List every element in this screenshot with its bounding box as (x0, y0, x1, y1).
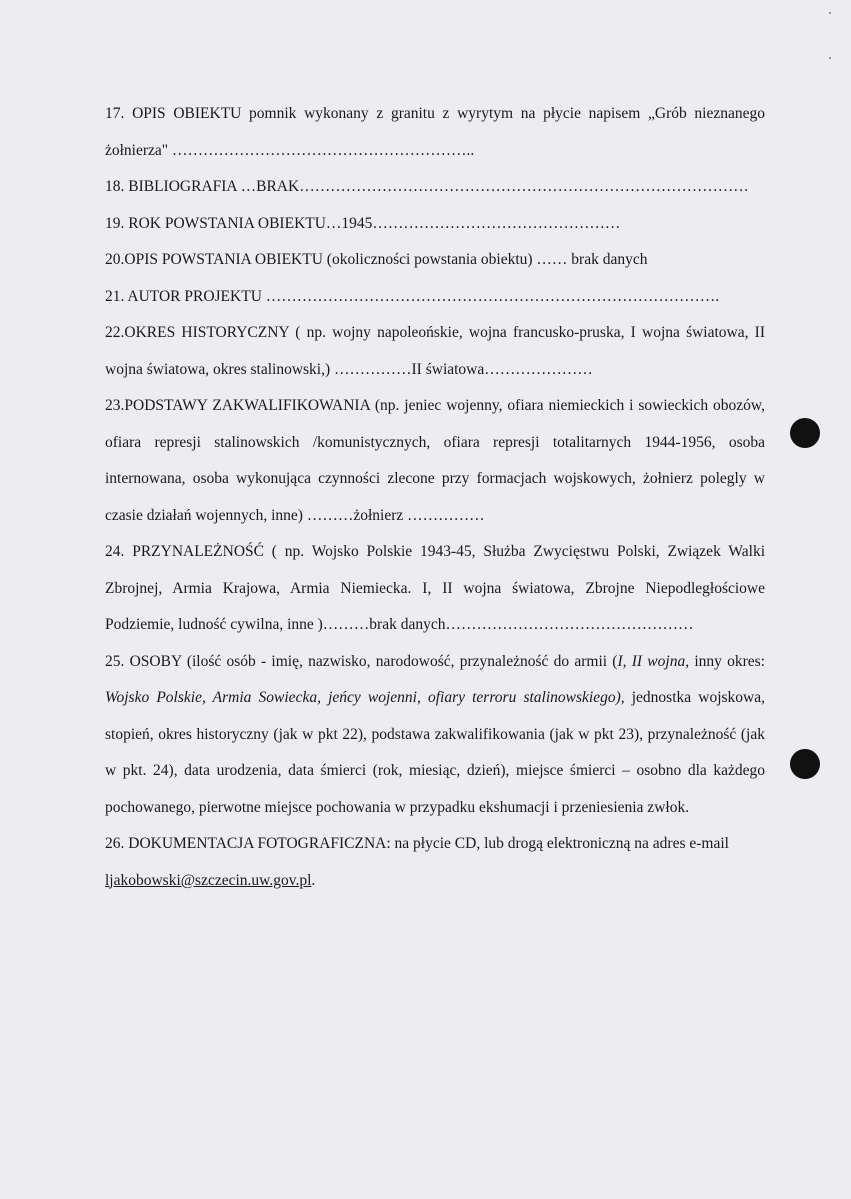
punch-hole (790, 418, 820, 448)
item-25-text: jednostka wojskowa, stopień, okres historyczny (jak w pkt 22), podstawa zakwalifikowania (jak w pkt 23), przynależność (jak w pkt. 24), data urodzenia, data śmierci (rok, miesiąc, dzień), miejsce śmierci – osobno dla każdego pochowanego, pierwotne miejsce pochowania w przypadku ekshumacji i przeniesienia zwłok. (105, 689, 766, 816)
email-line (105, 863, 765, 900)
item-18: 18. BIBLIOGRAFIA …BRAK…………………………………………………………………………… (105, 178, 749, 195)
item-19: 19. ROK POWSTANIA OBIEKTU…1945………………………………………… (105, 214, 621, 232)
item-25-italic: Wojsko Polskie, Armia Sowiecka, jeńcy wojenni, ofiary terroru stalinowskiego), (105, 689, 625, 706)
email-link[interactable]: ljakobowski@szczecin.uw.gov.pl (105, 871, 312, 889)
item-25-italic: I, II wojna, (617, 652, 690, 670)
item-22: 22.OKRES HISTORYCZNY ( np. wojny napoleońskie, wojna francusko-pruska, I wojna światowa, II wojna światowa, okres stalinowski,) ……………II światowa………………… (105, 324, 765, 378)
form-content (105, 96, 765, 899)
item-25-text: 25. OSOBY (ilość osób - imię, nazwisko, narodowość, przynależność do armii ( (105, 652, 618, 670)
item-21: 21. AUTOR PROJEKTU ……………………………………………………………………………. (105, 287, 720, 305)
item-17: 17. OPIS OBIEKTU pomnik wykonany z granitu z wyrytym na płycie napisem „Grób nieznanego żołnierza" ………………………………………………….. (105, 105, 765, 159)
item-25 (105, 644, 765, 827)
item-24: 24. PRZYNALEŻNOŚĆ ( np. Wojsko Polskie 1943-45, Służba Zwycięstwu Polski, Związek Walki Zbrojnej, Armia Krajowa, Armia Niemiecka. I, II wojna światowa, Zbrojne Niepodległościowe Podziemie, ludność cywilna, inne )………brak danych………………………………………… (105, 543, 765, 633)
scan-speck (829, 12, 831, 14)
punch-hole (790, 749, 820, 779)
item-23: 23.PODSTAWY ZAKWALIFIKOWANIA (np. jeniec wojenny, ofiara niemieckich i sowieckich obozów, ofiara represji stalinowskich /komunistycznych, ofiara represji totalitarnych 1944-1956, osoba internowana, osoba wykonująca czynności zlecone przy formacjach wojskowych, żołnierz polegly w czasie działań wojennych, inne) ………żołnierz …………… (105, 397, 765, 524)
scan-speck (829, 57, 831, 59)
item-25-text: inny okres: (689, 652, 765, 670)
email-suffix: . (311, 871, 316, 889)
item-26: 26. DOKUMENTACJA FOTOGRAFICZNA: na płycie CD, lub drogą elektroniczną na adres e-mail (105, 835, 729, 852)
item-20: 20.OPIS POWSTANIA OBIEKTU (okoliczności powstania obiektu) …… brak danych (105, 251, 648, 268)
